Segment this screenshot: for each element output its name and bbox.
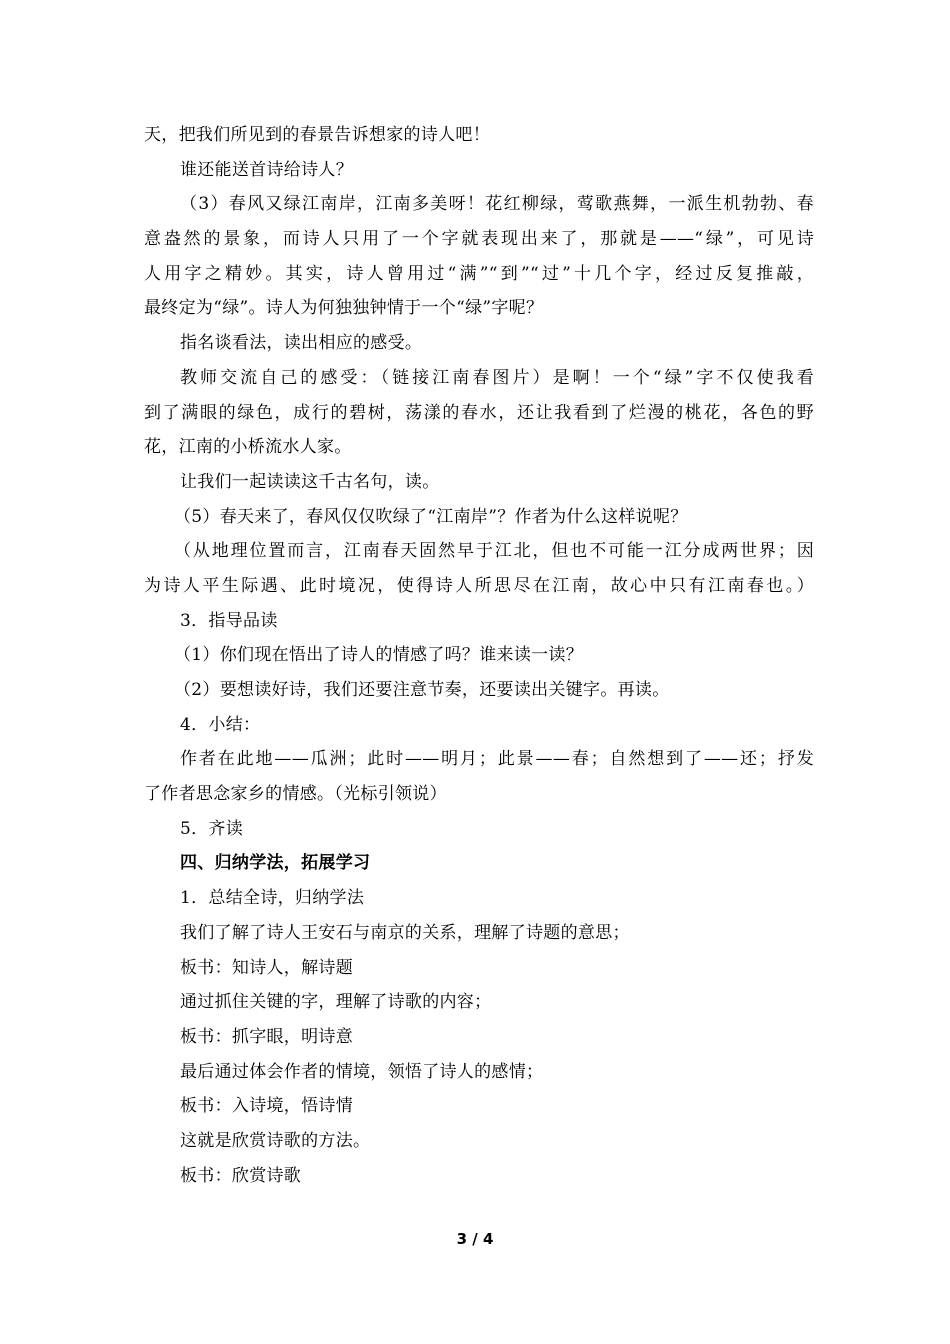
text-line: （5）春天来了，春风仅仅吹绿了“江南岸”？作者为什么这样说呢？ [174,506,688,527]
board-writing-line: 板书：入诗境，悟诗情 [180,1096,353,1117]
document-body [144,118,814,1193]
board-writing-line: 板书：知诗人，解诗题 [180,957,353,978]
text-line: 了作者思念家乡的情感。（光标引领说） [144,784,447,805]
main-section-heading: 四、归纳学法，拓展学习 [180,853,371,874]
text-line: （3）春风又绿江南岸，江南多美呀！花红柳绿，莺歌燕舞，一派生机勃勃、春 [180,194,814,215]
text-line: 我们了解了诗人王安石与南京的关系，理解了诗题的意思； [180,922,630,943]
text-line: 为诗人平生际遇、此时境况，使得诗人所思尽在江南，故心中只有江南春也。） [144,575,814,596]
text-line: （2）要想读好诗，我们还要注意节奏，还要读出关键字。再读。 [174,680,670,700]
text-line: 到了满眼的绿色，成行的碧树，荡漾的春水，还让我看到了烂漫的桃花，各色的野 [144,402,814,423]
page-number: 3 / 4 [456,1230,494,1248]
text-line: 通过抓住关键的字，理解了诗歌的内容； [180,992,492,1013]
text-line: 让我们一起读读这千古名句，读。 [180,471,440,492]
section-heading: 3．指导品读 [180,610,278,631]
text-line: （1）你们现在悟出了诗人的情感了吗？谁来读一读？ [174,645,584,666]
section-heading: 5．齐读 [180,818,244,839]
board-writing-line: 板书：欣赏诗歌 [180,1165,302,1186]
text-line: 花，江南的小桥流水人家。 [144,437,352,458]
section-heading: 4．小结： [180,714,261,735]
board-writing-line: 板书：抓字眼，明诗意 [180,1026,353,1047]
text-line: 意盎然的景象，而诗人只用了一个字就表现出来了，那就是——“绿”，可见诗 [144,229,814,250]
text-line: （从地理位置而言，江南春天固然早于江北，但也不可能一江分成两世界；因 [174,541,814,562]
section-heading: 1．总结全诗，归纳学法 [180,888,365,909]
text-line: 人用字之精妙。其实，诗人曾用过“满”“到”“过”十几个字，经过反复推敲， [144,263,814,284]
text-line: 指名谈看法，读出相应的感受。 [180,333,423,354]
text-line: 这就是欣赏诗歌的方法。 [180,1130,371,1151]
text-line: 最终定为“绿”。诗人为何独独钟情于一个“绿”字呢？ [144,298,544,319]
text-line: 最后通过体会作者的情境，领悟了诗人的感情； [180,1061,544,1082]
text-line: 天，把我们所见到的春景告诉想家的诗人吧！ [144,125,490,145]
text-line: 谁还能送首诗给诗人？ [180,159,353,180]
text-line: 作者在此地——瓜洲；此时——明月；此景——春；自然想到了——还；抒发 [180,749,814,770]
text-line: 教师交流自己的感受：（链接江南春图片）是啊！一个“绿”字不仅使我看 [180,367,814,388]
